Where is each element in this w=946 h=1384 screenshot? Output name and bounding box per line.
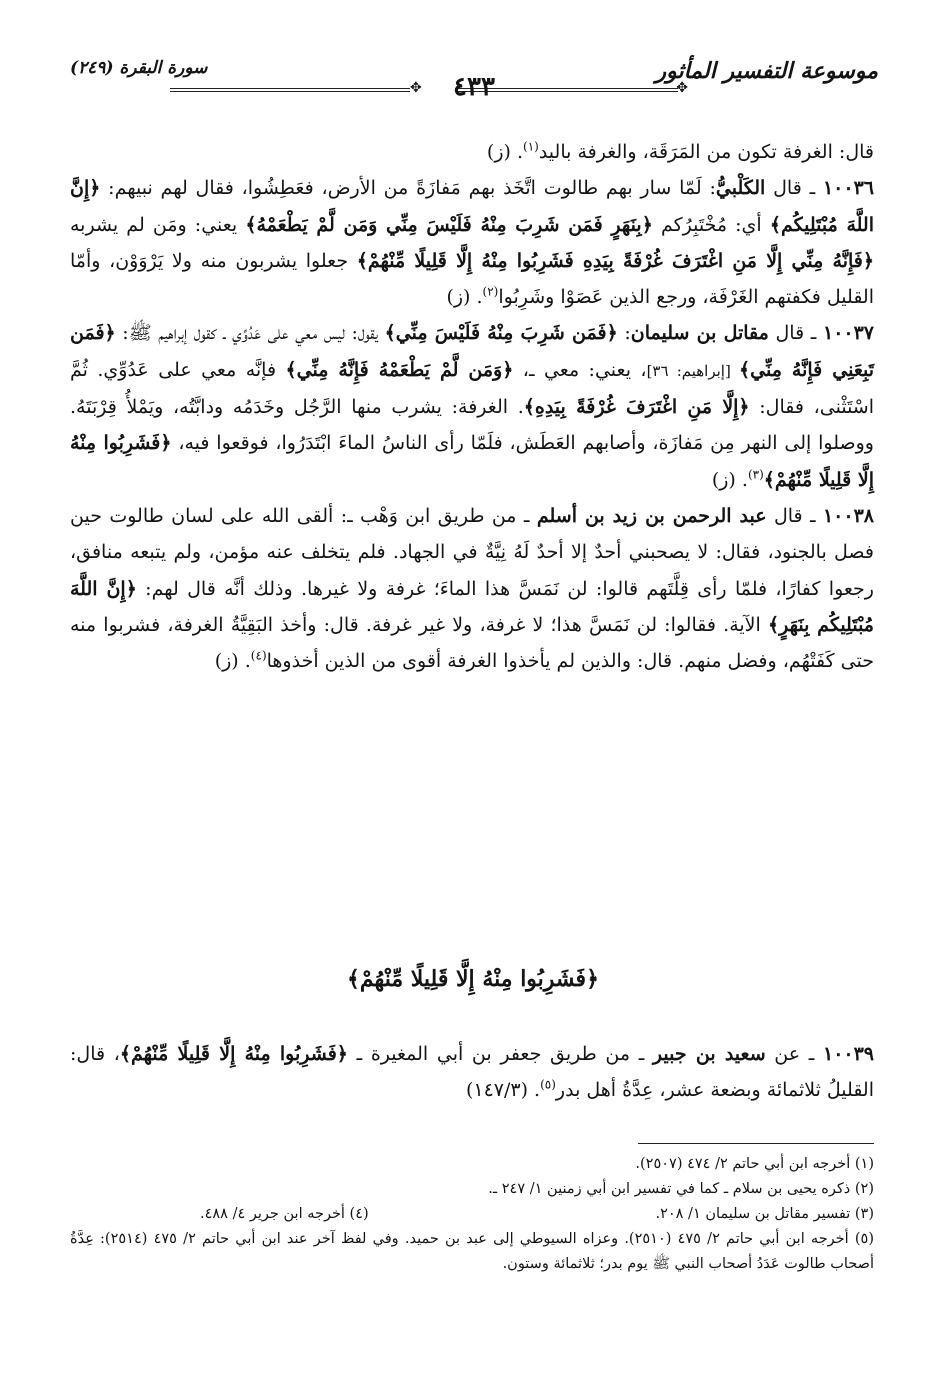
narrator-name: مقاتل بن سليمان	[630, 322, 769, 345]
paragraph-10038	[70, 498, 874, 679]
para-text: : لَمّا سار بهم طالوت اتَّخَذ بهم مَفازَةً من الأرض، فعَطِشُوا، فقال لهم نبيهم:	[100, 177, 716, 200]
main-text	[70, 134, 874, 679]
footnote-marker: (٢)	[482, 284, 499, 299]
quran-quote: ﴿بِنَهَرٍ فَمَن شَرِبَ مِنْهُ فَلَيْسَ مِنِّي وَمَن لَّمْ يَطْعَمْهُ﴾	[245, 213, 653, 236]
narration-number: ١٠٠٣٦	[822, 177, 874, 200]
para-text: ـ عن	[765, 1043, 823, 1065]
footnote-5: (٥) أخرجه ابن أبي حاتم ٢/ ٤٧٥ (٢٥١٠). وعزاه السيوطي إلى عبد بن حميد. وفي لفظ آخر عند ابن أبي حاتم ٢/ ٤٧٥ (٢٥١٤): عِدَّةُ أصحاب طالوت عَدَدُ أصحاب النبي ﷺ يوم بدر؛ ثلاثمائة وستون.	[70, 1231, 874, 1272]
para-text: قال: الغرفة تكون من المَرَقَة، والغرفة باليد	[538, 141, 874, 163]
para-text: ـ قال	[766, 504, 823, 527]
para-tail: . (ز)	[486, 141, 523, 163]
para-text: . الغرفة: يشرب منها الرَّجُل وخَدَمُه ودابَّتُه، ويَمْلأُ قِرْبَتَهُ. ووصلوا إلى النهر مِن مَفازَة، وأصابهم العَطَش، فلَمّا رأى الناسُ الماءَ ابْتَدَرُوا، فوقعوا فيه،	[70, 396, 874, 455]
footnote-row	[70, 1202, 874, 1227]
book-title: موسوعة التفسير المأثور	[655, 58, 878, 84]
page-number: ٤٣٣	[453, 72, 495, 102]
para-text: ـ من طريق ابن وَهْب ـ: ألقى الله على لسان طالوت حين فصل بالجنود، فقال: لا يصحبني أحدٌ إلا أحدٌ لَهُ نِيَّةٌ في الجهاد. فلم يتخلف عنه مؤمن، ولم يتبعه منافق، رجعوا كفارًا، فلمّا رأى قِلَّتَهم قالوا: لن نَمَسَّ هذا الماءَ؛ غرفة ولا غيرها. وذلك أنَّه قال لهم:	[70, 504, 874, 600]
footnote-4: (٤) أخرجه ابن جرير ٤/ ٤٨٨.	[200, 1206, 369, 1222]
footnote-marker: (٤)	[250, 648, 267, 663]
para-text: أي: مُخْتَبِرُكم	[652, 213, 770, 236]
para-text: ، يعني: معي ـ،	[513, 358, 647, 381]
para-text: :	[617, 322, 631, 345]
para-text: يقول: ليس معي على عَدُوِّي ـ كقول إبراهيم ﷺ:	[115, 322, 385, 345]
narrator-name: سعيد بن جبير	[652, 1043, 766, 1065]
footnotes	[70, 1152, 874, 1277]
footnote-divider	[638, 1143, 874, 1144]
verse-reference: [إبراهيم: ٣٦]	[646, 361, 739, 380]
header-ornament-left: ✥	[410, 80, 422, 96]
footnote-2: (٢) ذكره يحيى بن سلام ـ كما في تفسير ابن أبي زمنين ١/ ٢٤٧ ـ.	[488, 1181, 874, 1197]
quran-quote: ﴿فَإِنَّهُ مِنِّي إِلَّا مَنِ اغْتَرَفَ غُرْفَةً بِيَدِهِ فَشَرِبُوا مِنْهُ إِلَّا قَلِيلًا مِّنْهُمْ﴾	[356, 249, 874, 272]
section-heading: ﴿فَشَرِبُوا مِنْهُ إِلَّا قَلِيلًا مِّنْهُمْ﴾	[347, 966, 599, 992]
surah-label: سورة البقرة (٢٤٩)	[70, 58, 208, 78]
paragraph-10037	[70, 315, 874, 497]
para-tail: . (ز)	[214, 650, 251, 673]
quran-quote: ﴿فَمَن شَرِبَ مِنْهُ فَلَيْسَ مِنِّي﴾	[384, 322, 618, 345]
para-text: جعلوا يشربون منه ولا يَرْوَوْن، وأمّا القليل فكفتهم الغَرْفَة، ورجع الذين عَصَوْا وشَرِبُوا	[70, 249, 874, 309]
quran-quote: ﴿إِنَّ اللَّهَ مُبْتَلِيكُم بِنَهَرٍ﴾	[70, 577, 874, 636]
narration-number: ١٠٠٣٩	[822, 1043, 875, 1065]
paragraph-intro	[70, 134, 874, 170]
para-text: ، قال: القليلُ ثلاثمائة وبضعة عشر، عِدَّةُ أهل بدر	[70, 1043, 874, 1101]
para-tail: . (ز)	[446, 286, 483, 309]
header-rule-left	[170, 88, 410, 92]
footnote-marker: (١)	[523, 139, 539, 154]
quran-quote: ﴿فَشَرِبُوا مِنْهُ إِلَّا قَلِيلًا مِّنْهُمْ﴾	[70, 432, 874, 491]
footnote-marker: (٣)	[747, 467, 764, 482]
quran-quote: ﴿إِنَّ اللَّهَ مُبْتَلِيكُم﴾	[70, 177, 874, 236]
quran-quote: ﴿فَشَرِبُوا مِنْهُ إِلَّا قَلِيلًا مِّنْهُمْ﴾	[119, 1043, 348, 1065]
quran-quote: ﴿إِلَّا مَنِ اغْتَرَفَ غُرْفَةً بِيَدِهِ﴾	[523, 396, 750, 419]
narrator-name: الكَلْبيُّ	[715, 177, 766, 200]
quran-quote: ﴿وَمَن لَّمْ يَطْعَمْهُ فَإِنَّهُ مِنِّي﴾	[285, 358, 514, 381]
para-text: الآية. فقالوا: لن نَمَسَّ هذا؛ لا غرفة، ولا غير غرفة. قال: وأخذ البَقِيَّةُ الغرفة، فشربوا منه حتى كَفَتْهُم، وفضل منهم. قال: والذين لم يأخذوا الغرفة أقوى من الذين أخذوها	[70, 613, 874, 673]
footnote-marker: (٥)	[540, 1077, 556, 1092]
footnote-3: (٣) تفسير مقاتل بن سليمان ١/ ٢٠٨.	[655, 1206, 874, 1222]
page-header	[70, 58, 878, 102]
paragraph-10036	[70, 170, 874, 315]
narration-number: ١٠٠٣٧	[822, 322, 875, 345]
quran-quote: ﴿فَمَن تَبِعَنِي فَإِنَّهُ مِنِّي﴾	[70, 322, 875, 381]
footnote-1: (١) أخرجه ابن أبي حاتم ٢/ ٤٧٤ (٢٥٠٧).	[635, 1156, 874, 1172]
para-text: فإنَّه معي على عَدُوِّي. ثُمَّ اسْتَثْنى، فقال:	[70, 358, 874, 419]
paragraph-10039	[70, 1036, 874, 1108]
header-ornament-right: ✥	[676, 80, 688, 96]
para-tail: . (ز)	[711, 468, 748, 491]
narrator-name: عبد الرحمن بن زيد بن أسلم	[536, 504, 767, 527]
para-text: ـ قال	[765, 177, 823, 200]
para-text: يعني: ومَن لم يشربه	[70, 213, 246, 236]
main-text-continued	[70, 1036, 874, 1108]
para-tail: . (١٤٧/٣)	[465, 1079, 541, 1101]
narration-number: ١٠٠٣٨	[822, 504, 874, 527]
para-text: ـ من طريق جعفر بن أبي المغيرة ـ	[347, 1043, 653, 1065]
para-text: ـ قال	[768, 322, 823, 345]
